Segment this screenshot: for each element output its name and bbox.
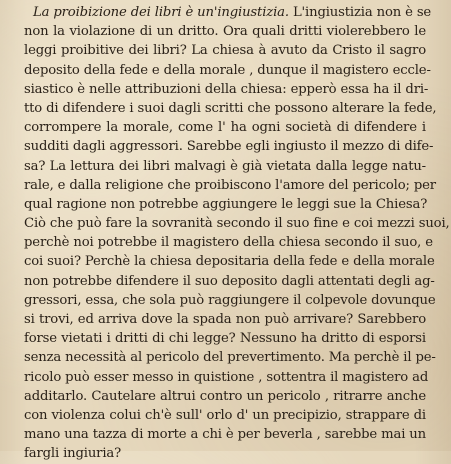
line-1-rest: L'ingiustizia non è se bbox=[288, 5, 432, 20]
text-line-8: sudditi dagli aggressori. Sarebbe egli ingiusto il mezzo di dife- bbox=[24, 139, 434, 155]
text-line-13: perchè noi potrebbe il magistero della chiesa secondo il suo, e bbox=[24, 235, 433, 251]
text-line-7: corrompere la morale, come l' ha ogni società di difendere i bbox=[24, 120, 426, 136]
text-line-2: non la violazione di un dritto. Ora quali dritti violerebbero le bbox=[24, 24, 426, 40]
text-line-24: fargli ingiuria? bbox=[24, 446, 122, 462]
page-text bbox=[24, 3, 450, 464]
text-line-6: tto di difendere i suoi dagli scritti che possono alterare la fede, bbox=[24, 100, 437, 116]
text-line-22: con violenza colui ch'è sull' orlo d' un precipizio, strappare di bbox=[24, 407, 426, 423]
text-line-18: forse vietati i dritti di chi legge? Nessuno ha dritto di esporsi bbox=[24, 331, 426, 347]
text-line-19: senza necessità al pericolo del prevertimento. Ma perchè il pe- bbox=[24, 350, 436, 366]
text-line-5: siastico è nelle attribuzioni della chiesa: epperò essa ha il dri- bbox=[24, 81, 429, 97]
text-line-10: rale, e dalla religione che proibiscono l'amore del pericolo; per bbox=[24, 177, 436, 193]
text-line-14: coi suoi? Perchè la chiesa depositaria della fede e della morale bbox=[24, 254, 435, 270]
italic-heading: La proibizione dei libri è un'ingiustizia. bbox=[33, 5, 289, 20]
text-line-1 bbox=[24, 3, 432, 22]
text-line-15: non potrebbe difendere il suo deposito dagli attentati degli ag- bbox=[24, 273, 435, 289]
text-line-20: ricolo può esser messo in quistione , sottentra il magistero ad bbox=[24, 369, 429, 385]
text-line-3: leggi proibitive dei libri? La chiesa à avuto da Cristo il sagro bbox=[24, 43, 426, 59]
text-line-21: additarlo. Cautelare altrui contro un pericolo , ritrarre anche bbox=[24, 388, 426, 404]
text-line-11: qual ragione non potrebbe aggiungere le leggi sue la Chiesa? bbox=[24, 196, 428, 212]
text-line-16: gressori, essa, che sola può raggiungere il colpevole dovunque bbox=[24, 292, 436, 308]
text-line-17: si trovi, ed arriva dove la spada non può arrivare? Sarebbero bbox=[24, 312, 426, 327]
text-line-12: Ciò che può fare la sovranità secondo il suo fine e coi mezzi suoi, bbox=[24, 216, 450, 232]
text-line-4: deposito della fede e della morale , dunque il magistero eccle- bbox=[24, 62, 431, 78]
text-line-23: mano una tazza di morte a chi è per beverla , sarebbe mai un bbox=[24, 427, 426, 443]
text-line-9: sa? La lettura dei libri malvagi è già vietata dalla legge natu- bbox=[24, 158, 426, 174]
